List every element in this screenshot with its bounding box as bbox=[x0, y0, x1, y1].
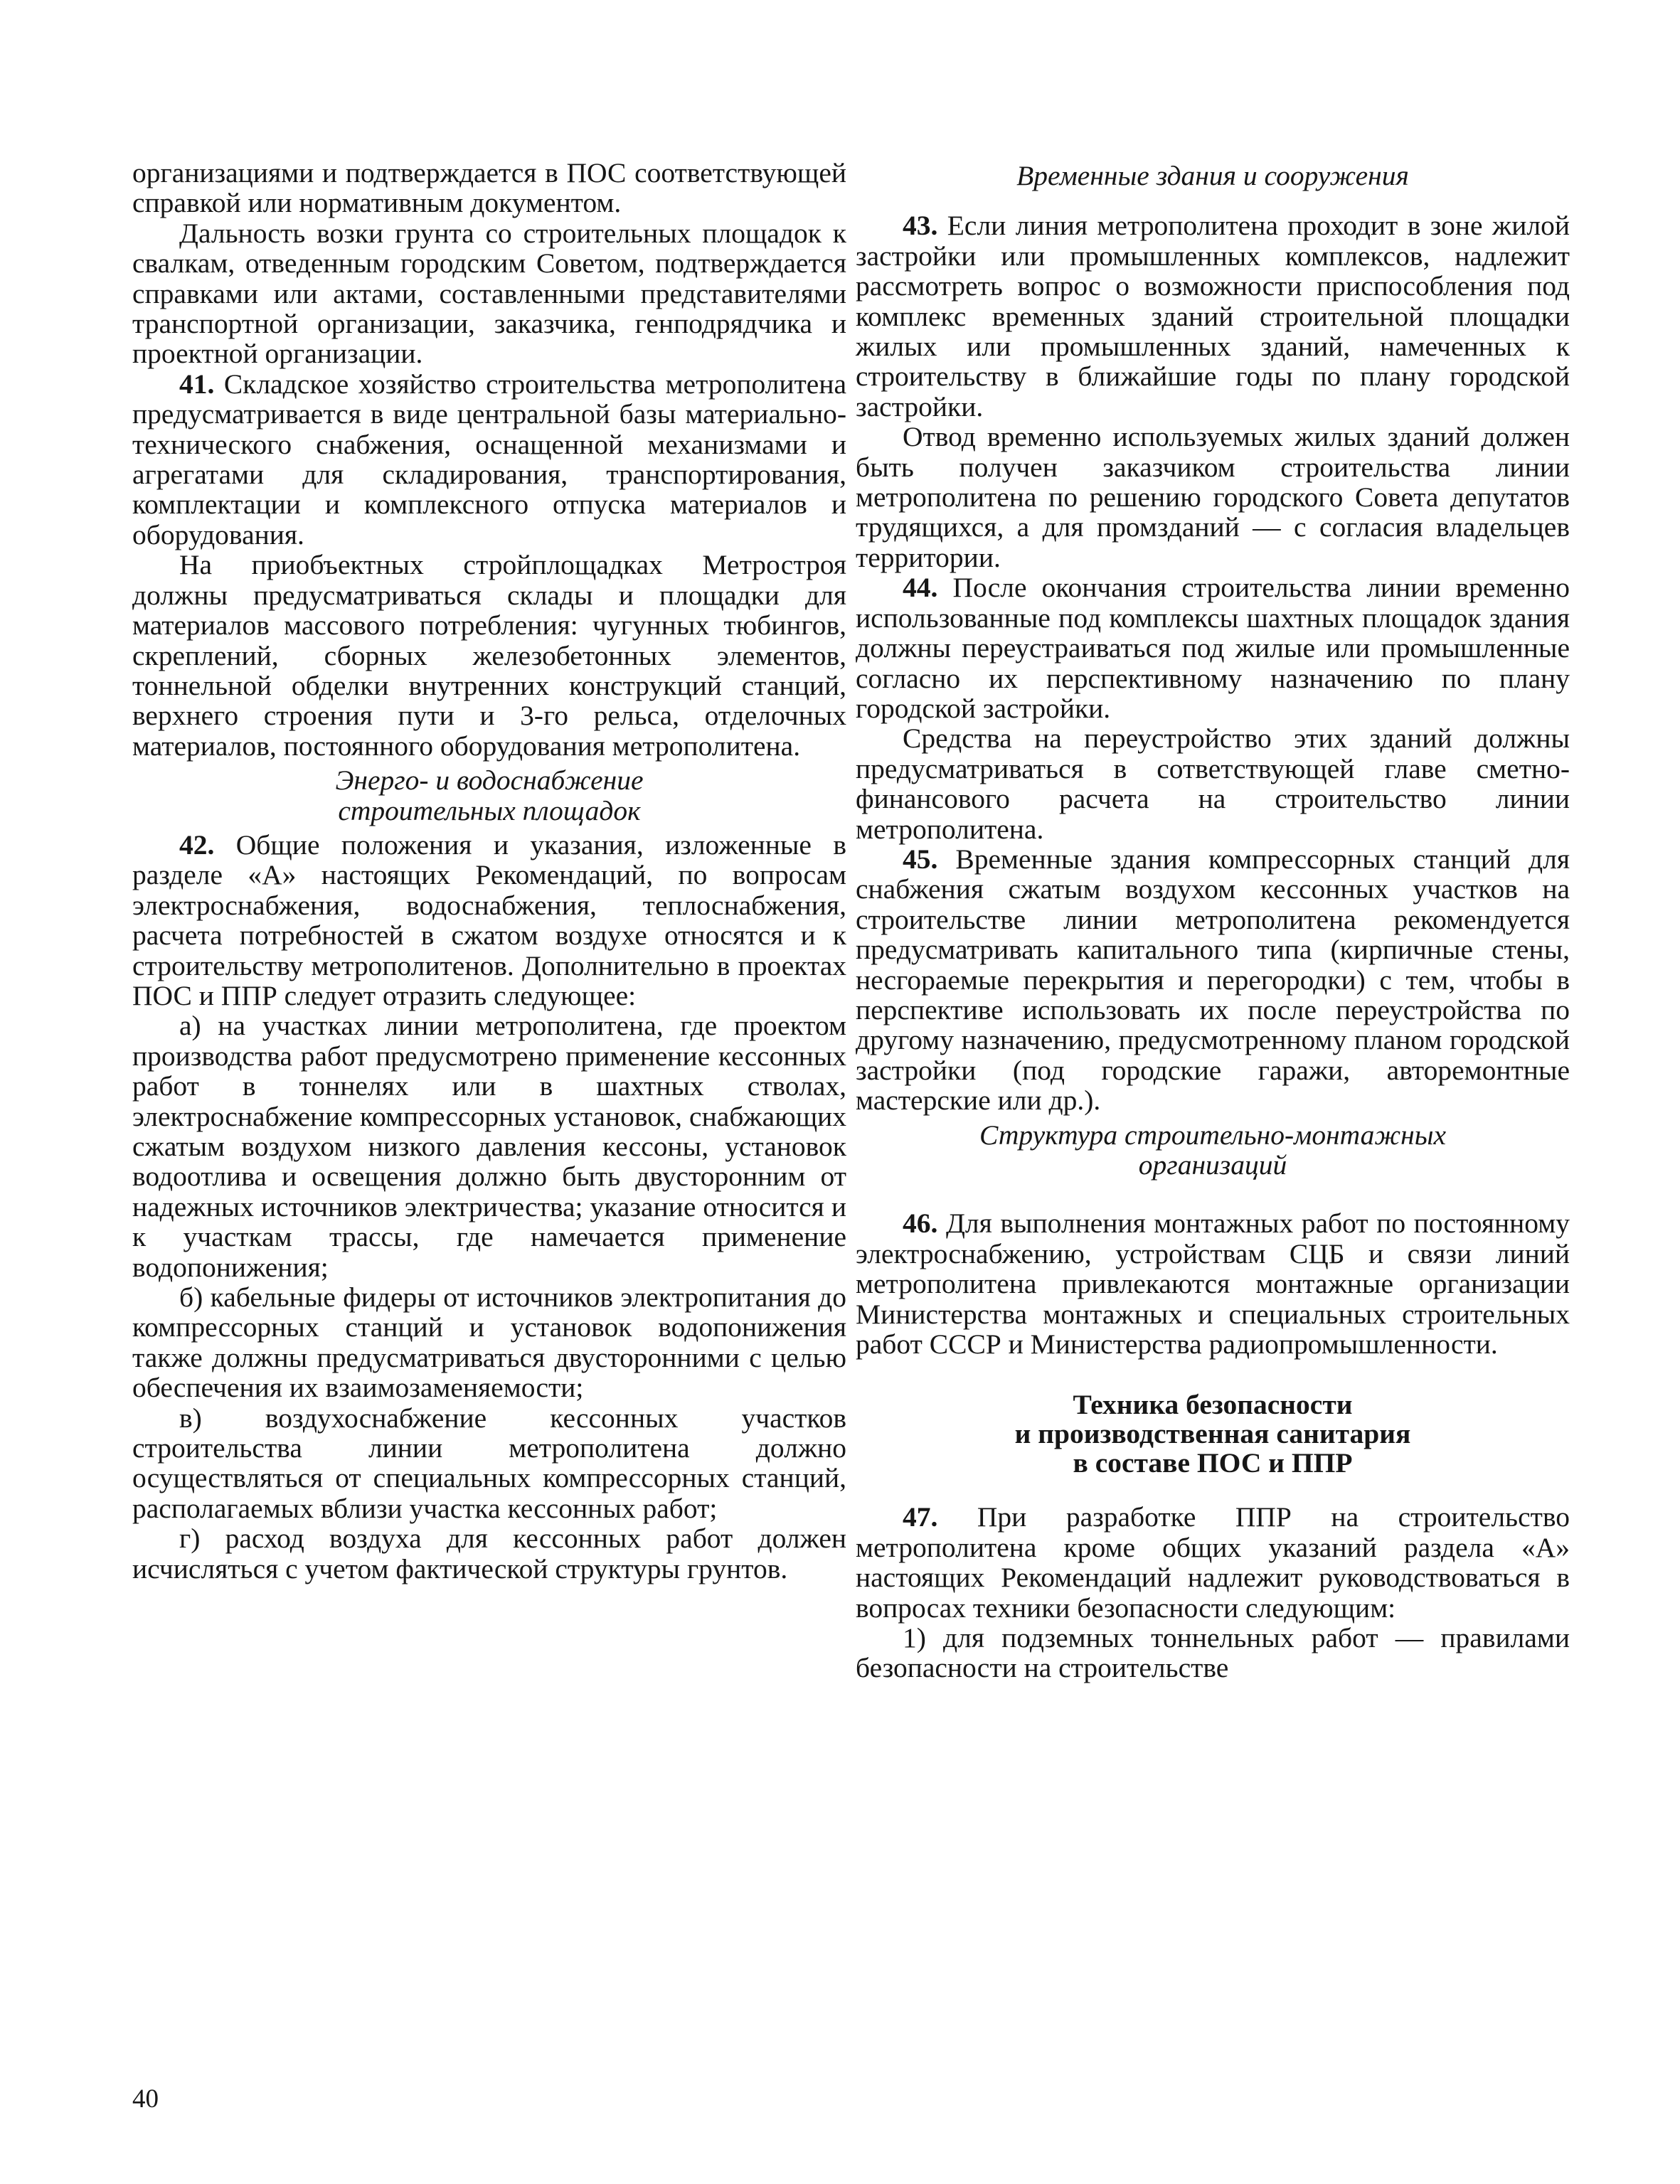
section-heading-safety bbox=[856, 1390, 1570, 1478]
paragraph-text: Общие положения и указания, изложенные в разделе «А» настоящих Рекомендаций, по вопросам электроснабжения, водоснабжения, теплоснабжения, расчета потребностей в сжатом воздухе относятся и к строительству метрополитенов. Дополнительно в проектах ПОС и ППР следует отразить следующее: bbox=[132, 829, 846, 1011]
paragraph-number: 42. bbox=[179, 829, 215, 861]
paragraph-42-g: г) расход воздуха для кессонных работ должен исчисляться с учетом фактической структуры грунтов. bbox=[132, 1523, 846, 1584]
paragraph-47 bbox=[856, 1502, 1570, 1623]
paragraph-42-a: а) на участках линии метрополитена, где проектом производства работ предусмотрено применение кессонных работ в тоннелях или в шахтных стволах, электроснабжение компрессорных установок, снабжающих сжатым воздухом низкого давления кессоны, установок водоотлива и освещения должно быть двусторонним от надежных источников электричества; указание относится и к участкам трассы, где намечается применение водопонижения; bbox=[132, 1010, 846, 1283]
paragraph-number: 45. bbox=[903, 843, 938, 875]
paragraph-number: 43. bbox=[903, 210, 938, 242]
subheading-line: Энерго- и водоснабжение bbox=[335, 765, 644, 797]
paragraph-number: 46. bbox=[903, 1208, 938, 1240]
paragraph-46 bbox=[856, 1208, 1570, 1359]
subheading-structure bbox=[856, 1120, 1570, 1181]
paragraph-text: Складское хозяйство строительства метрополитена предусматривается в виде центральной базы материально-технического снабжения, оснащенной механизмами и агрегатами для складирования, транспортирования, комплектации и комплексного отпуска материалов и оборудования. bbox=[132, 368, 846, 550]
paragraph-text: Если линия метрополитена проходит в зоне жилой застройки или промышленных комплексов, надлежит рассмотреть вопрос о возможности приспособления под комплекс временных зданий строительной площадки жилых или промышленных зданий, намеченных к строительству в ближайшие годы по плану городской застройки. bbox=[856, 210, 1570, 422]
paragraph-text: Временные здания компрессорных станций для снабжения сжатым воздухом кессонных участков на строительстве линии метрополитена рекомендуется предусматривать капитального типа (кирпичные стены, несгораемые перекрытия и перегородки) с тем, чтобы в перспективе использовать их после переустройства по другому назначению, предусмотренному планом городской застройки (под городские гаражи, авторемонтные мастерские или др.). bbox=[856, 843, 1570, 1117]
paragraph-number: 44. bbox=[903, 572, 938, 604]
subheading-line: организаций bbox=[1138, 1149, 1287, 1181]
paragraph-44-continuation: Средства на переустройство этих зданий должны предусматриваться в сответствующей главе сметно-финансового расчета на строительство линии метрополитена. bbox=[856, 723, 1570, 845]
subheading-temporary-buildings: Временные здания и сооружения bbox=[1016, 160, 1409, 191]
paragraph-43 bbox=[856, 211, 1570, 422]
paragraph-42-b: б) кабельные фидеры от источников электропитания до компрессорных станций и установок водопонижения также должны предусматриваться двусторонними с целью обеспечения их взаимозаменяемости; bbox=[132, 1282, 846, 1404]
left-column bbox=[132, 158, 846, 1584]
paragraph-41 bbox=[132, 369, 846, 550]
paragraph-42-v: в) воздухоснабжение кессонных участков строительства линии метрополитена должно осуществляться от специальных компрессорных станций, располагаемых вблизи участка кессонных работ; bbox=[132, 1402, 846, 1524]
paragraph-text: Для выполнения монтажных работ по постоянному электроснабжению, устройствам СЦБ и связи линий метрополитена привлекаются монтажные организации Министерства монтажных и специальных строительных работ СССР и Министерства радиопромышленности. bbox=[856, 1208, 1570, 1360]
heading-line: Техника безопасности bbox=[1073, 1389, 1353, 1421]
paragraph-continuation: организациями и подтверждается в ПОС соответствующей справкой или нормативным документом. bbox=[132, 157, 846, 219]
heading-line: в составе ПОС и ППР bbox=[1073, 1447, 1353, 1479]
paragraph-41-continuation: На приобъектных стройплощадках Метростроя должны предусматриваться склады и площадки для материалов массового потребления: чугунных тюбингов, скреплений, сборных железобетонных элементов, тоннельной обделки внутренних конструкций станций, верхнего строения пути и 3-го рельса, отделочных материалов, постоянного оборудования метрополитена. bbox=[132, 549, 846, 762]
paragraph-number: 47. bbox=[903, 1501, 938, 1533]
paragraph-44 bbox=[856, 572, 1570, 723]
paragraph-number: 41. bbox=[179, 368, 215, 400]
subheading-line: Структура строительно-монтажных bbox=[979, 1119, 1447, 1151]
paragraph-soil-transport: Дальность возки грунта со строительных площадок к свалкам, отведенным городским Советом, подтверждается справками или актами, составленными представителями транспортной организации, заказчика, генподрядчика и проектной организации. bbox=[132, 217, 846, 370]
subheading-energy-water bbox=[132, 765, 846, 826]
page-number: 40 bbox=[132, 2084, 159, 2114]
paragraph-45 bbox=[856, 844, 1570, 1116]
paragraph-text: После окончания строительства линии временно использованные под комплексы шахтных площадок здания должны переустраиваться под жилые или промышленные согласно их перспективному назначению по плану городской застройки. bbox=[856, 572, 1570, 724]
paragraph-47-item-1: 1) для подземных тоннельных работ — правилами безопасности на строительстве bbox=[856, 1622, 1570, 1684]
paragraph-43-continuation: Отвод временно используемых жилых зданий должен быть получен заказчиком строительства линии метрополитена по решению городского Совета депутатов трудящихся, а для промзданий — с согласия владельцев территории. bbox=[856, 421, 1570, 573]
subheading-line: строительных площадок bbox=[338, 794, 641, 826]
right-column bbox=[856, 158, 1570, 1683]
paragraph-text: При разработке ППР на строительство метрополитена кроме общих указаний раздела «А» настоящих Рекомендаций надлежит руководствоваться в вопросах техники безопасности следующим: bbox=[856, 1501, 1570, 1624]
paragraph-42 bbox=[132, 830, 846, 1011]
heading-line: и производственная санитария bbox=[1014, 1418, 1411, 1450]
